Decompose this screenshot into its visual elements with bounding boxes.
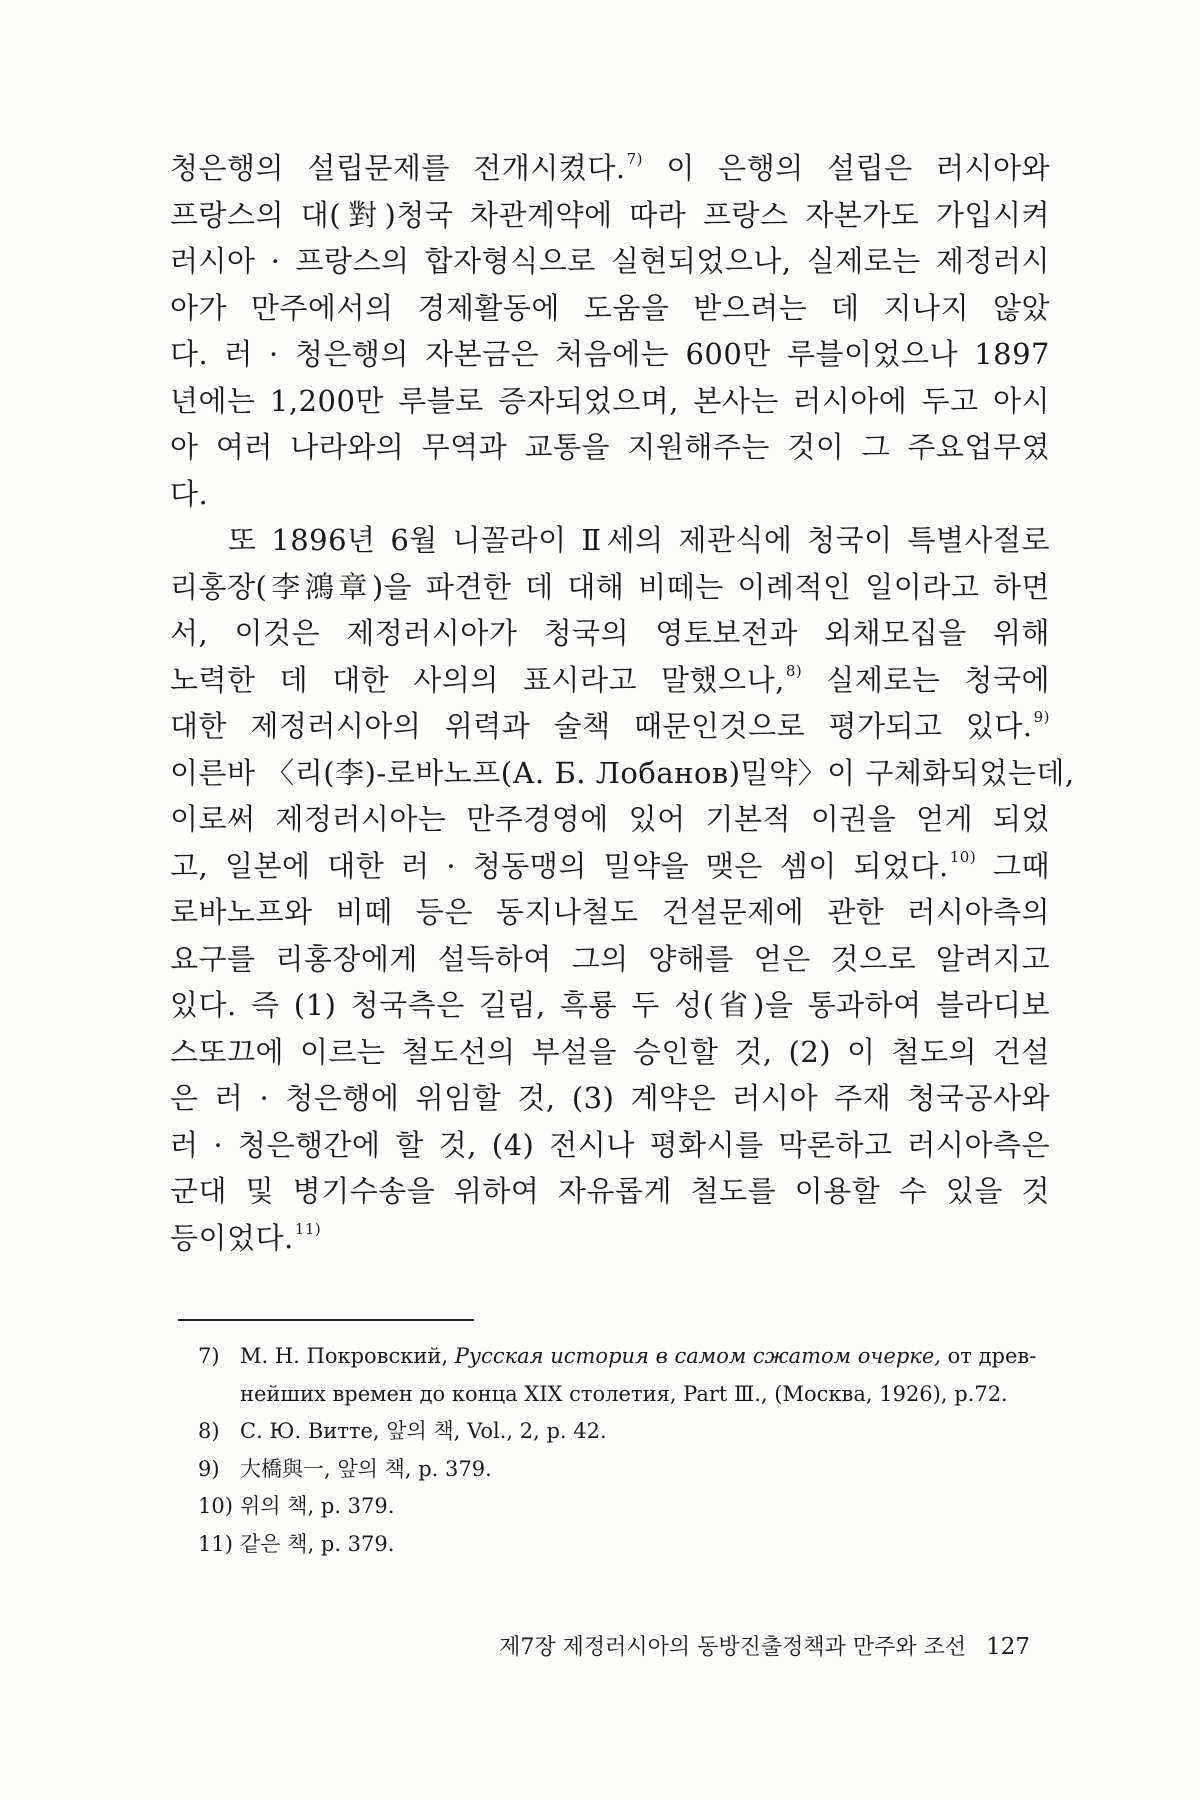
text-line: 리홍장(李鴻章)을 파견한 데 대해 비떼는 이례적인 일이라고 하면 <box>170 569 1050 604</box>
footnotes <box>198 1338 1050 1563</box>
footnote-item <box>198 1488 1050 1526</box>
text-line: 이른바 〈리(李)-로바노프(А. Б. Лобанов)밀약〉이 구체화되었는데, <box>170 755 1075 790</box>
footnote-text: 大橋與一, 앞의 책, p. 379. <box>240 1456 492 1481</box>
text-line: 이로써 제정러시아는 만주경영에 있어 기본적 이권을 얻게 되었 <box>170 802 1050 836</box>
footnote-item <box>198 1451 1050 1489</box>
footnote-number: 10) <box>198 1494 233 1518</box>
running-title: 제7장 제정러시아의 동방진출정책과 만주와 조선 <box>499 1635 967 1660</box>
text-line: 러시아 · 프랑스의 합자형식으로 실현되었으나, 실제로는 제정러시 <box>170 244 1050 278</box>
text-line: 또 1896년 6월 니꼴라이 Ⅱ세의 제관식에 청국이 특별사절로 <box>228 523 1050 557</box>
footnote-item <box>198 1338 1050 1376</box>
footnote-text: 위의 책, p. 379. <box>240 1494 395 1518</box>
footnote-number: 7) <box>198 1344 220 1368</box>
footnote-ref: 7) <box>626 150 643 168</box>
text-line: 스또끄에 이르는 철도선의 부설을 승인할 것, (2) 이 철도의 건설 <box>170 1034 1050 1069</box>
text-line: 년에는 1,200만 루블로 증자되었으며, 본사는 러시아에 두고 아시 <box>170 383 1050 418</box>
footnote-ref: 11) <box>294 1219 322 1238</box>
footnote-text: М. Н. Покровский, Русская история в самом сжатом очерке, от древ- <box>240 1344 1037 1368</box>
body-text <box>170 145 1075 1261</box>
text-line: 고, 일본에 대한 러 · 청동맹의 밀약을 맺은 셈이 되었다.$^{10)}$ 그때 <box>170 847 1051 883</box>
page-footer <box>380 1630 1030 1661</box>
text-line: 청은행의 설립문제를 전개시켰다.$^{7)}$ 이 은행의 설립은 러시아와 <box>170 150 1050 185</box>
text-line: 아 여러 나라와의 무역과 교통을 지원해주는 것이 그 주요업무였 <box>170 430 1050 464</box>
text-line: 있다. 즉 (1) 청국측은 길림, 흑룡 두 성(省)을 통과하여 블라디보 <box>170 988 1050 1022</box>
text-line: 서, 이것은 제정러시아가 청국의 영토보전과 외채모집을 위해 <box>170 616 1050 650</box>
text-line: 등이었다.$^{11)}$ <box>170 1219 322 1255</box>
text-line: 다. 러 · 청은행의 자본금은 처음에는 600만 루블이었으나 1897 <box>170 337 1050 371</box>
footnote-book-title: Русская история в самом сжатом очерке, <box>454 1344 941 1368</box>
footnote-divider <box>178 1319 474 1321</box>
footnote-item <box>198 1526 1050 1564</box>
footnote-text: С. Ю. Витте, 앞의 책, Vol., 2, p. 42. <box>240 1419 607 1443</box>
footnote-item <box>198 1413 1050 1451</box>
text-line: 러 · 청은행간에 할 것, (4) 전시나 평화시를 막론하고 러시아측은 <box>170 1127 1050 1162</box>
text-line: 요구를 리홍장에게 설득하여 그의 양해를 얻은 것으로 알려지고 <box>170 941 1050 976</box>
text-line: 군대 및 병기수송을 위하여 자유롭게 철도를 이용할 수 있을 것 <box>170 1174 1050 1208</box>
text-line: 은 러 · 청은행에 위임할 것, (3) 계약은 러시아 주재 청국공사와 <box>170 1081 1050 1115</box>
text-line: 로바노프와 비떼 등은 동지나철도 건설문제에 관한 러시아측의 <box>170 895 1050 929</box>
footnote-number: 8) <box>198 1419 220 1443</box>
footnote-ref: 10) <box>949 847 977 866</box>
footnote-ref: 9) <box>1033 708 1050 726</box>
footnote-text: 같은 책, p. 379. <box>240 1531 395 1556</box>
text-line: 프랑스의 대(對)청국 차관계약에 따라 프랑스 자본가도 가입시켜 <box>170 197 1050 232</box>
text-line: 아가 만주에서의 경제활동에 도움을 받으려는 데 지나지 않았 <box>170 290 1050 325</box>
text-line: 노력한 데 대한 사의의 표시라고 말했으나,$^{8)}$ 실제로는 청국에 <box>170 661 1050 697</box>
page-number: 127 <box>986 1634 1030 1660</box>
footnote-number: 11) <box>198 1531 233 1556</box>
text-line: 다. <box>170 476 209 511</box>
footnote-continuation: нейших времен до конца XIX столетия, Part Ⅲ., (Москва, 1926), p.72. <box>240 1381 1008 1406</box>
text-line: 대한 제정러시아의 위력과 술책 때문인것으로 평가되고 있다.$^{9)}$ <box>170 708 1050 743</box>
footnote-ref: 8) <box>785 661 803 680</box>
footnote-number: 9) <box>198 1456 220 1481</box>
